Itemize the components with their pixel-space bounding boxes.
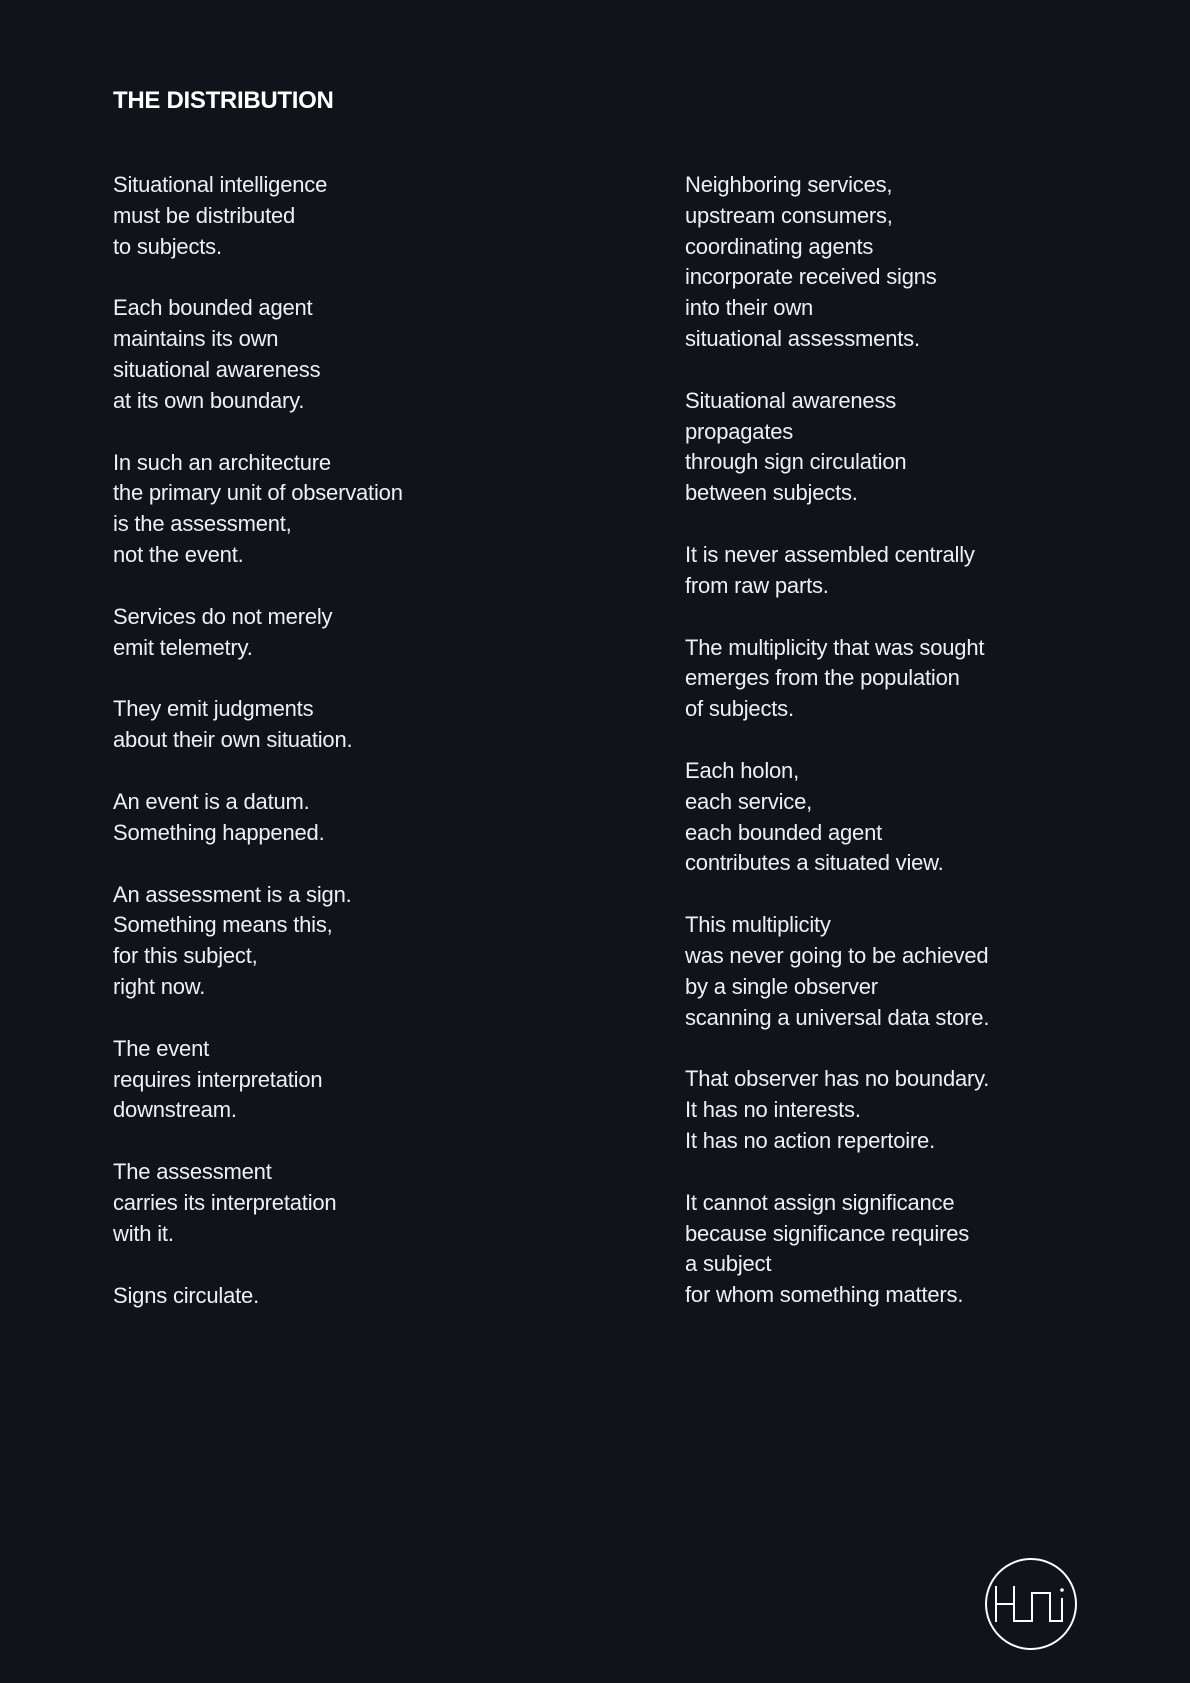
text-line: Services do not merely (113, 603, 333, 629)
text-line: An event is a datum. (113, 788, 310, 814)
text-line: Each holon, (685, 757, 799, 783)
stanza (113, 170, 553, 262)
text-line: contributes a situated view. (685, 850, 944, 876)
text-line: Each bounded agent (113, 295, 313, 321)
text-line: coordinating agents (685, 233, 874, 259)
stanza (685, 170, 1105, 355)
text-line: because significance requires (685, 1220, 970, 1246)
text-line: for this subject, (113, 943, 258, 969)
text-line: into their own (685, 295, 814, 321)
text-line: was never going to be achieved (685, 942, 989, 968)
text-line: about their own situation. (113, 727, 353, 753)
text-line: This multiplicity (685, 912, 831, 938)
text-line: to subjects. (113, 233, 222, 259)
text-line: The assessment (113, 1159, 272, 1185)
text-line: carries its interpretation (113, 1189, 337, 1215)
text-line: maintains its own (113, 326, 279, 352)
hufi-logo-icon (984, 1557, 1078, 1651)
text-line: situational assessments. (685, 325, 920, 351)
text-line: not the event. (113, 541, 244, 567)
text-line: each bounded agent (685, 819, 883, 845)
stanza (113, 1281, 553, 1312)
text-line: Signs circulate. (113, 1282, 259, 1308)
stanza (685, 756, 1105, 879)
stanza (685, 1188, 1105, 1311)
text-line: It has no interests. (685, 1097, 861, 1123)
text-line: Neighboring services, (685, 172, 893, 197)
text-line: Situational awareness (685, 387, 897, 413)
text-line: through sign circulation (685, 449, 907, 475)
text-line: requires interpretation (113, 1066, 323, 1092)
text-line: the primary unit of observation (113, 480, 403, 506)
right-column (685, 170, 1105, 1342)
stanza (113, 1034, 553, 1126)
text-line: They emit judgments (113, 696, 314, 722)
text-line: must be distributed (113, 202, 296, 228)
text-line: a subject (685, 1251, 772, 1277)
stanza (113, 602, 553, 664)
text-line: upstream consumers, (685, 202, 893, 228)
stanza (113, 694, 553, 756)
text-line: Situational intelligence (113, 172, 328, 197)
text-line: of subjects. (685, 696, 794, 722)
left-column (113, 170, 553, 1342)
page-title: THE DISTRIBUTION (113, 87, 334, 114)
text-line: downstream. (113, 1097, 237, 1123)
text-line: emerges from the population (685, 665, 960, 691)
stanza (685, 540, 1105, 602)
text-line: Something happened. (113, 819, 325, 845)
stanza (685, 633, 1105, 725)
text-line: Something means this, (113, 912, 333, 938)
text-line: each service, (685, 788, 813, 814)
text-line: from raw parts. (685, 572, 829, 598)
stanza (113, 880, 553, 1003)
text-line: It cannot assign significance (685, 1189, 955, 1215)
text-line: is the assessment, (113, 511, 292, 537)
text-line: by a single observer (685, 973, 878, 999)
text-line: The event (113, 1035, 210, 1061)
text-line: for whom something matters. (685, 1282, 964, 1308)
text-line: The multiplicity that was sought (685, 634, 985, 660)
text-line: That observer has no boundary. (685, 1066, 990, 1092)
stanza (685, 910, 1105, 1033)
text-line: An assessment is a sign. (113, 881, 352, 907)
text-line: right now. (113, 973, 206, 999)
text-line: situational awareness (113, 356, 321, 382)
text-line: propagates (685, 418, 794, 444)
text-line: incorporate received signs (685, 264, 937, 290)
stanza (113, 787, 553, 849)
stanza (113, 448, 553, 571)
text-line: It has no action repertoire. (685, 1127, 935, 1153)
text-line: at its own boundary. (113, 387, 305, 413)
text-line: with it. (113, 1220, 174, 1246)
text-line: In such an architecture (113, 449, 331, 475)
stanza (113, 293, 553, 416)
stanza (685, 1064, 1105, 1156)
stanza (113, 1157, 553, 1249)
text-line: scanning a universal data store. (685, 1004, 990, 1030)
text-line: It is never assembled centrally (685, 541, 975, 567)
text-line: between subjects. (685, 480, 858, 506)
text-line: emit telemetry. (113, 634, 253, 660)
stanza (685, 386, 1105, 509)
